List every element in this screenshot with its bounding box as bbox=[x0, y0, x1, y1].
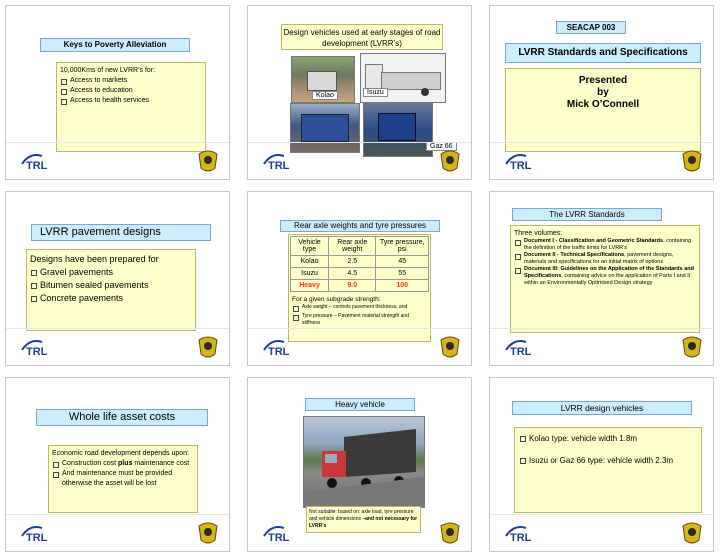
list-item: Axle weight – controls pavement thickness, and bbox=[292, 304, 427, 311]
table-row-heavy bbox=[291, 280, 429, 292]
trl-logo-icon bbox=[504, 336, 540, 358]
trl-logo-icon bbox=[20, 150, 56, 172]
gaz-label: Gaz 66 bbox=[426, 142, 457, 151]
by-label: by bbox=[597, 87, 609, 98]
slide-4-title: LVRR pavement designs bbox=[31, 224, 211, 241]
table-row bbox=[291, 256, 429, 268]
kolao-label: Kolao bbox=[312, 91, 338, 100]
svg-text:TRL: TRL bbox=[26, 346, 48, 358]
list-item: And maintenance must be provided otherwise the asset will be lost bbox=[52, 469, 194, 489]
slide-3[interactable] bbox=[489, 5, 714, 180]
slide-7[interactable] bbox=[5, 377, 230, 552]
slide-footer bbox=[490, 142, 713, 179]
slide-7-content bbox=[48, 445, 198, 513]
crest-icon bbox=[439, 520, 461, 546]
list-item: Bitumen sealed pavements bbox=[30, 279, 192, 292]
slide-5-list bbox=[289, 304, 430, 327]
crest-icon bbox=[439, 334, 461, 360]
truck-illustration-icon bbox=[304, 417, 424, 507]
crest-icon bbox=[681, 520, 703, 546]
item-text: Construction cost bbox=[62, 460, 119, 467]
list-item: Kolao type: vehicle width 1.8m bbox=[519, 433, 697, 445]
table-cell: 2.5 bbox=[329, 256, 376, 268]
kolao-photo bbox=[291, 56, 355, 103]
list-item bbox=[514, 266, 696, 287]
doc-title: Document III: Guidelines on the Application of the Standards and Specifications bbox=[524, 266, 695, 279]
table-row bbox=[291, 268, 429, 280]
axle-table bbox=[290, 236, 429, 292]
slide-footer bbox=[6, 142, 229, 179]
note-emphasis: –and not necessary for LVRR’s bbox=[309, 516, 418, 529]
list-item: Tyre pressure – Pavement material strength and stiffness bbox=[292, 313, 427, 327]
svg-text:TRL: TRL bbox=[510, 160, 532, 172]
crest-icon bbox=[197, 334, 219, 360]
svg-text:TRL: TRL bbox=[268, 532, 290, 544]
list-item bbox=[52, 459, 194, 469]
list-item: Gravel pavements bbox=[30, 266, 192, 279]
list-item: Isuzu or Gaz 66 type: vehicle width 2.3m bbox=[519, 455, 697, 467]
isuzu-photo bbox=[360, 53, 446, 103]
slide-4[interactable] bbox=[5, 191, 230, 366]
table-cell: 9.0 bbox=[329, 280, 376, 292]
slide-4-content bbox=[26, 249, 196, 331]
list-item: Access to markets bbox=[60, 76, 202, 86]
trl-logo-icon bbox=[504, 522, 540, 544]
slide-4-list bbox=[30, 266, 192, 305]
presented-label: Presented bbox=[578, 75, 628, 86]
table-header: Vehicle type bbox=[291, 237, 329, 256]
table-cell: 45 bbox=[376, 256, 429, 268]
slide-footer bbox=[248, 142, 471, 179]
svg-text:TRL: TRL bbox=[510, 532, 532, 544]
note-text: Not suitable: based on: axle load, tyre pressure and vehicle dimensions bbox=[309, 509, 414, 522]
crest-icon bbox=[681, 334, 703, 360]
slide-8[interactable] bbox=[247, 377, 472, 552]
subgrade-text: For a given subgrade strength: bbox=[292, 296, 381, 303]
heavy-vehicle-photo bbox=[303, 416, 425, 508]
slide-9-list bbox=[519, 433, 697, 467]
slide-6-content bbox=[510, 225, 700, 333]
slide-3-title: LVRR Standards and Specifications bbox=[505, 43, 701, 63]
slide-1[interactable] bbox=[5, 5, 230, 180]
item-emphasis: plus bbox=[118, 460, 133, 467]
slide-1-title: Keys to Poverty Alleviation bbox=[40, 38, 190, 52]
slide-5-title: Rear axle weights and tyre pressures bbox=[280, 220, 440, 232]
slide-1-list bbox=[60, 76, 202, 106]
svg-text:TRL: TRL bbox=[268, 160, 290, 172]
slide-8-title: Heavy vehicle bbox=[305, 398, 415, 411]
slide-4-intro: Designs have been prepared for bbox=[30, 254, 159, 264]
slide-1-content bbox=[56, 62, 206, 152]
presenter-name: Mick O’Connell bbox=[566, 99, 640, 110]
table-header: Tyre pressure, psi bbox=[376, 237, 429, 256]
svg-text:TRL: TRL bbox=[26, 532, 48, 544]
slide-footer bbox=[490, 514, 713, 551]
svg-text:TRL: TRL bbox=[510, 346, 532, 358]
svg-text:TRL: TRL bbox=[26, 160, 48, 172]
table-header-row bbox=[291, 237, 429, 256]
table-header: Rear axle weight bbox=[329, 237, 376, 256]
crest-icon bbox=[197, 520, 219, 546]
table-cell: Isuzu bbox=[291, 268, 329, 280]
item-text: maintenance cost bbox=[132, 460, 190, 467]
doc-title: Document II - Technical Specifications bbox=[524, 252, 625, 258]
trl-logo-icon bbox=[262, 522, 298, 544]
slide-9-title: LVRR design vehicles bbox=[512, 401, 692, 415]
slide-6[interactable] bbox=[489, 191, 714, 366]
slide-2[interactable] bbox=[247, 5, 472, 180]
table-cell: Kolao bbox=[291, 256, 329, 268]
crest-icon bbox=[439, 148, 461, 174]
list-item bbox=[514, 252, 696, 266]
slide-9-content bbox=[514, 427, 702, 513]
doc-desc: , containing the definition of the traffic limits for LVRR’s bbox=[524, 238, 692, 251]
trl-logo-icon bbox=[262, 150, 298, 172]
slide-7-intro: Economic road development depends upon: bbox=[52, 450, 189, 457]
table-cell: 4.5 bbox=[329, 268, 376, 280]
isuzu-label: Isuzu bbox=[363, 88, 388, 97]
crest-icon bbox=[197, 148, 219, 174]
svg-text:TRL: TRL bbox=[268, 346, 290, 358]
list-item: Access to education bbox=[60, 86, 202, 96]
slide-9[interactable] bbox=[489, 377, 714, 552]
slide-1-intro: 10,000Kms of new LVRR’s for: bbox=[60, 67, 156, 74]
slide-5-content bbox=[288, 234, 431, 342]
slide-footer bbox=[248, 515, 471, 551]
doc-desc: , containing advice on the application of Parts I and II within an Environmentally Optimised Design strategy bbox=[524, 273, 691, 286]
list-item bbox=[514, 238, 696, 252]
slide-6-title: The LVRR Standards bbox=[512, 208, 662, 221]
slide-2-title: Design vehicles used at early stages of road development (LVRR’s) bbox=[281, 24, 443, 50]
slide-3-code: SEACAP 003 bbox=[556, 21, 626, 34]
slide-7-list bbox=[52, 459, 194, 489]
list-item: Concrete pavements bbox=[30, 292, 192, 305]
doc-title: Document I - Classification and Geometric Standards bbox=[524, 238, 664, 244]
table-cell: Heavy bbox=[291, 280, 329, 292]
doc-desc: , pavement designs, materials and specifications for an initial matrix of options bbox=[524, 252, 674, 265]
trl-logo-icon bbox=[20, 336, 56, 358]
slide-7-title: Whole life asset costs bbox=[36, 409, 208, 426]
slide-6-list bbox=[514, 238, 696, 287]
trl-logo-icon bbox=[20, 522, 56, 544]
list-item: Access to health services bbox=[60, 96, 202, 106]
slide-6-intro: Three volumes: bbox=[514, 230, 563, 237]
trl-logo-icon bbox=[504, 150, 540, 172]
table-cell: 55 bbox=[376, 268, 429, 280]
slide-footer bbox=[6, 328, 229, 365]
trl-logo-icon bbox=[262, 336, 298, 358]
table-cell: 100 bbox=[376, 280, 429, 292]
crest-icon bbox=[681, 148, 703, 174]
slide-footer bbox=[490, 328, 713, 365]
slide-footer bbox=[6, 514, 229, 551]
slide-3-presenter bbox=[505, 68, 701, 152]
slide-footer bbox=[248, 328, 471, 365]
slide-5[interactable] bbox=[247, 191, 472, 366]
